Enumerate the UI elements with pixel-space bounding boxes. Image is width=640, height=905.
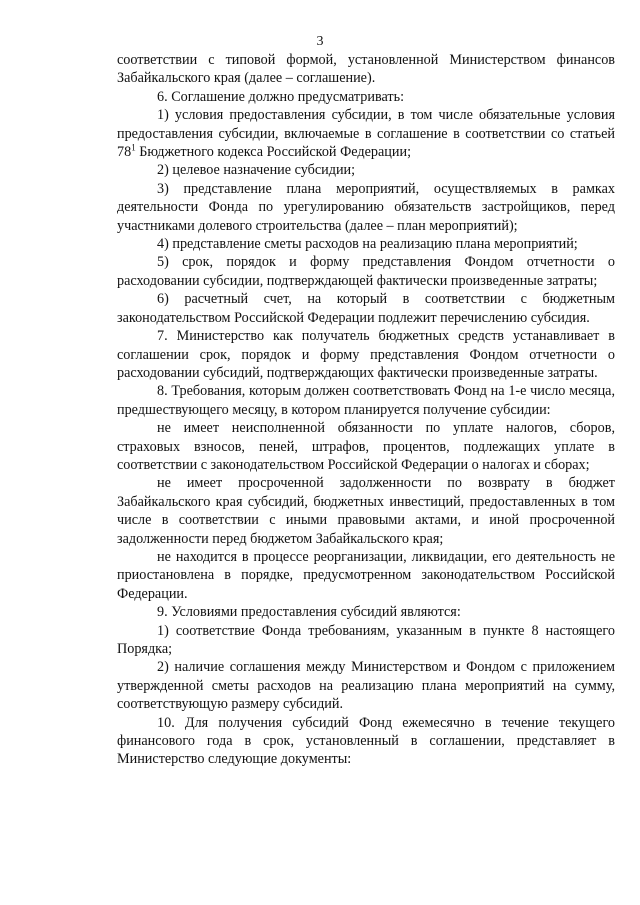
paragraph-item-8: 8. Требования, которым должен соответствовать Фонд на 1-е число месяца, предшествующего месяцу, в котором планируется получение субсидии: bbox=[117, 383, 615, 418]
paragraph-item-7: 7. Министерство как получатель бюджетных средств устанавливает в соглашении срок, порядок и форму представления Фондом отчетности о расходовании субсидий, подтверждающих фактически произведенные затраты. bbox=[117, 328, 615, 381]
subparagraph-6-1-tail: Бюджетного кодекса Российской Федерации; bbox=[135, 144, 412, 161]
paragraph-continuation: соответствии с типовой формой, установленной Министерством финансов Забайкальского края (далее – соглашение). bbox=[117, 52, 615, 87]
requirement-taxes: не имеет неисполненной обязанности по уплате налогов, сборов, страховых взносов, пеней, штрафов, процентов, подлежащих уплате в соответствии с законодательством Российской Федерации о налогах и сборах; bbox=[117, 420, 615, 473]
requirement-debt: не имеет просроченной задолженности по возврату в бюджет Забайкальского края субсидий, бюджетных инвестиций, предоставленных в том числе в соответствии с иными правовыми актами, и иной просроченной задолженности перед бюджетом Забайкальского края; bbox=[117, 475, 615, 547]
article-superscript: 1 bbox=[131, 142, 136, 153]
paragraph-item-10: 10. Для получения субсидий Фонд ежемесячно в течение текущего финансового года в срок, установленный в соглашении, представляет в Министерство следующие документы: bbox=[117, 714, 615, 768]
paragraph-item-6: 6. Соглашение должно предусматривать: bbox=[157, 88, 405, 105]
subparagraph-6-1 bbox=[117, 106, 615, 161]
document-body bbox=[117, 51, 615, 769]
subparagraph-6-4: 4) представление сметы расходов на реализацию плана мероприятий; bbox=[157, 236, 578, 253]
requirement-reorganization: не находится в процессе реорганизации, ликвидации, его деятельность не приостановлена в порядке, предусмотренном законодательством Российской Федерации. bbox=[117, 548, 615, 602]
subparagraph-6-6: 6) расчетный счет, на который в соответствии с бюджетным законодательством Российской Федерации подлежит перечислению субсидия. bbox=[117, 291, 615, 326]
paragraph-item-9: 9. Условиями предоставления субсидий являются: bbox=[157, 604, 461, 621]
subparagraph-9-2: 2) наличие соглашения между Министерством и Фондом с приложением утвержденной сметы расходов на реализацию плана мероприятий на сумму, соответствующую размеру субсидий. bbox=[117, 659, 615, 713]
subparagraph-6-1-text: 1) условия предоставления субсидии, в том числе обязательные условия предоставления субсидии, включаемые в соглашение в соответствии со статьей 78 bbox=[117, 107, 615, 161]
page-number: 3 bbox=[316, 34, 324, 49]
subparagraph-6-3: 3) представление плана мероприятий, осуществляемых в рамках деятельности Фонда по урегулированию обязательств застройщиков, перед участниками долевого строительства (далее – план мероприятий); bbox=[117, 180, 615, 234]
subparagraph-6-5: 5) срок, порядок и форму представления Фондом отчетности о расходовании субсидии, подтверждающей фактически произведенные затраты; bbox=[117, 254, 615, 289]
subparagraph-9-1: 1) соответствие Фонда требованиям, указанным в пункте 8 настоящего Порядка; bbox=[117, 622, 615, 657]
subparagraph-6-2: 2) целевое назначение субсидии; bbox=[157, 162, 356, 179]
